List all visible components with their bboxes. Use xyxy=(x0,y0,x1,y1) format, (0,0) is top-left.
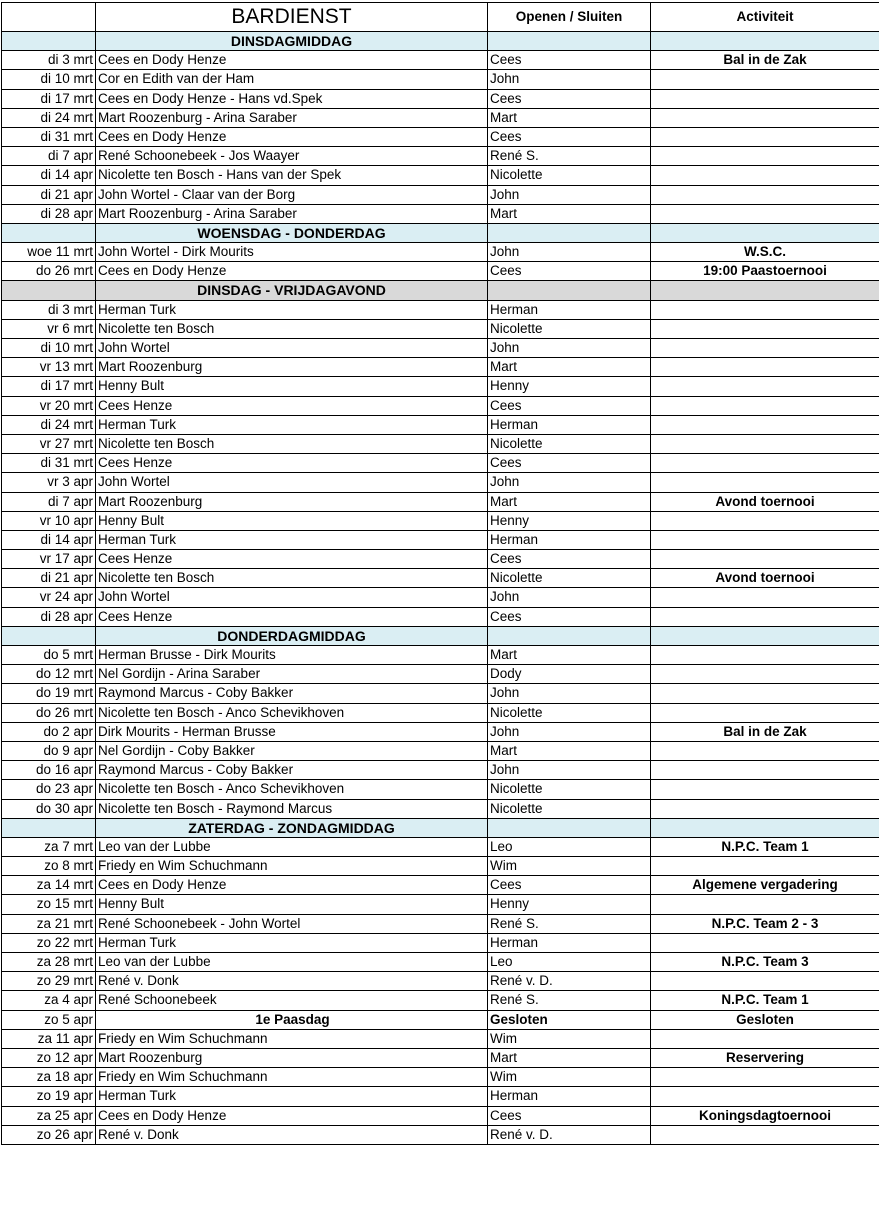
activity-cell xyxy=(651,934,879,952)
table-row xyxy=(2,723,879,742)
activity-cell xyxy=(651,1030,879,1048)
table-row xyxy=(2,934,879,953)
table-row xyxy=(2,780,879,799)
date-cell: do 23 apr xyxy=(2,780,96,798)
header-row xyxy=(2,3,879,32)
name-cell: Nel Gordijn - Coby Bakker xyxy=(96,742,488,760)
activity-cell xyxy=(651,800,879,818)
date-cell: do 12 mrt xyxy=(2,665,96,683)
open-close-cell: John xyxy=(488,243,651,261)
open-close-cell: John xyxy=(488,70,651,88)
table-row xyxy=(2,550,879,569)
open-close-cell: Mart xyxy=(488,646,651,664)
table-row xyxy=(2,972,879,991)
name-cell: Leo van der Lubbe xyxy=(96,953,488,971)
open-close-cell: Nicolette xyxy=(488,704,651,722)
activity-cell xyxy=(651,70,879,88)
open-close-cell: Cees xyxy=(488,90,651,108)
open-close-cell: Dody xyxy=(488,665,651,683)
date-cell: zo 8 mrt xyxy=(2,857,96,875)
name-cell: Herman Turk xyxy=(96,301,488,319)
table-row xyxy=(2,876,879,895)
table-row xyxy=(2,512,879,531)
date-cell: zo 12 apr xyxy=(2,1049,96,1067)
open-close-cell: Wim xyxy=(488,857,651,875)
open-close-cell: Wim xyxy=(488,1068,651,1086)
date-cell: za 11 apr xyxy=(2,1030,96,1048)
section-empty-cell xyxy=(488,819,651,837)
table-row xyxy=(2,895,879,914)
section-empty-cell xyxy=(651,627,879,645)
open-close-cell: René S. xyxy=(488,991,651,1009)
open-close-cell: Mart xyxy=(488,358,651,376)
section-empty-cell xyxy=(2,224,96,242)
section-title: WOENSDAG - DONDERDAG xyxy=(96,224,488,242)
date-cell: di 3 mrt xyxy=(2,51,96,69)
name-cell: Herman Turk xyxy=(96,416,488,434)
name-cell: John Wortel xyxy=(96,339,488,357)
table-row xyxy=(2,1126,879,1145)
name-cell: Mart Roozenburg - Arina Saraber xyxy=(96,109,488,127)
open-close-cell: Cees xyxy=(488,876,651,894)
name-cell: Cees en Dody Henze xyxy=(96,51,488,69)
name-cell: Cees en Dody Henze - Hans vd.Spek xyxy=(96,90,488,108)
open-close-cell: Mart xyxy=(488,109,651,127)
name-cell: Herman Brusse - Dirk Mourits xyxy=(96,646,488,664)
date-cell: di 17 mrt xyxy=(2,90,96,108)
activity-cell xyxy=(651,166,879,184)
activity-cell xyxy=(651,857,879,875)
table-row xyxy=(2,646,879,665)
activity-cell xyxy=(651,646,879,664)
open-close-cell: Nicolette xyxy=(488,569,651,587)
date-cell: di 24 mrt xyxy=(2,109,96,127)
name-cell: Raymond Marcus - Coby Bakker xyxy=(96,761,488,779)
section-header xyxy=(2,32,879,51)
bardienst-table xyxy=(1,2,879,1145)
table-row xyxy=(2,704,879,723)
date-cell: di 24 mrt xyxy=(2,416,96,434)
table-row xyxy=(2,128,879,147)
name-cell: René Schoonebeek - Jos Waayer xyxy=(96,147,488,165)
table-row xyxy=(2,166,879,185)
section-title: ZATERDAG - ZONDAGMIDDAG xyxy=(96,819,488,837)
name-cell: Mart Roozenburg xyxy=(96,358,488,376)
table-row xyxy=(2,531,879,550)
activity-cell xyxy=(651,512,879,530)
table-row xyxy=(2,742,879,761)
date-cell: za 14 mrt xyxy=(2,876,96,894)
header-activity: Activiteit xyxy=(736,9,794,24)
name-cell: René Schoonebeek - John Wortel xyxy=(96,915,488,933)
name-cell: Cees Henze xyxy=(96,397,488,415)
section-empty-cell xyxy=(488,224,651,242)
name-cell: Nicolette ten Bosch xyxy=(96,320,488,338)
name-cell: Nicolette ten Bosch xyxy=(96,435,488,453)
open-close-cell: Cees xyxy=(488,128,651,146)
name-cell: Cees en Dody Henze xyxy=(96,128,488,146)
open-close-cell: Mart xyxy=(488,1049,651,1067)
date-cell: di 31 mrt xyxy=(2,128,96,146)
date-cell: di 3 mrt xyxy=(2,301,96,319)
date-cell: di 21 apr xyxy=(2,186,96,204)
date-cell: di 21 apr xyxy=(2,569,96,587)
header-empty-cell xyxy=(2,3,96,31)
name-cell: Henny Bult xyxy=(96,377,488,395)
name-cell: Raymond Marcus - Coby Bakker xyxy=(96,684,488,702)
activity-cell xyxy=(651,742,879,760)
name-cell: Friedy en Wim Schuchmann xyxy=(96,857,488,875)
table-row xyxy=(2,70,879,89)
name-cell: Dirk Mourits - Herman Brusse xyxy=(96,723,488,741)
section-header xyxy=(2,281,879,300)
name-cell: Mart Roozenburg xyxy=(96,493,488,511)
activity-cell: Avond toernooi xyxy=(715,570,815,586)
section-empty-cell xyxy=(2,281,96,299)
name-cell: Friedy en Wim Schuchmann xyxy=(96,1068,488,1086)
table-row xyxy=(2,473,879,492)
section-empty-cell xyxy=(488,281,651,299)
open-close-cell: John xyxy=(488,473,651,491)
name-cell: Cees Henze xyxy=(96,550,488,568)
table-row xyxy=(2,320,879,339)
open-close-cell: René S. xyxy=(488,147,651,165)
activity-cell xyxy=(651,684,879,702)
activity-cell xyxy=(651,205,879,223)
open-close-cell: Nicolette xyxy=(488,780,651,798)
name-cell: Cees en Dody Henze xyxy=(96,262,488,280)
name-cell: Henny Bult xyxy=(96,895,488,913)
table-row xyxy=(2,665,879,684)
name-cell: John Wortel - Claar van der Borg xyxy=(96,186,488,204)
activity-cell xyxy=(651,608,879,626)
open-close-cell: Nicolette xyxy=(488,435,651,453)
date-cell: do 5 mrt xyxy=(2,646,96,664)
table-row xyxy=(2,493,879,512)
date-cell: vr 10 apr xyxy=(2,512,96,530)
activity-cell xyxy=(651,435,879,453)
date-cell: do 30 apr xyxy=(2,800,96,818)
table-row xyxy=(2,991,879,1010)
date-cell: woe 11 mrt xyxy=(2,243,96,261)
section-header xyxy=(2,224,879,243)
open-close-cell: John xyxy=(488,588,651,606)
section-header xyxy=(2,819,879,838)
table-row xyxy=(2,915,879,934)
open-close-cell: Cees xyxy=(488,1107,651,1125)
date-cell: vr 20 mrt xyxy=(2,397,96,415)
table-row xyxy=(2,1011,879,1030)
name-cell: René v. Donk xyxy=(96,1126,488,1144)
open-close-cell: Mart xyxy=(488,205,651,223)
name-cell: Cees Henze xyxy=(96,608,488,626)
section-empty-cell xyxy=(488,32,651,50)
table-body xyxy=(2,32,879,1145)
table-row xyxy=(2,608,879,627)
name-cell: Cees en Dody Henze xyxy=(96,876,488,894)
activity-cell xyxy=(651,665,879,683)
date-cell: zo 22 mrt xyxy=(2,934,96,952)
date-cell: vr 17 apr xyxy=(2,550,96,568)
date-cell: do 26 mrt xyxy=(2,262,96,280)
activity-cell xyxy=(651,1068,879,1086)
date-cell: zo 5 apr xyxy=(2,1011,96,1029)
date-cell: di 14 apr xyxy=(2,166,96,184)
activity-cell xyxy=(651,301,879,319)
section-title: DINSDAG - VRIJDAGAVOND xyxy=(96,281,488,299)
open-close-cell: Cees xyxy=(488,454,651,472)
open-close-cell: Herman xyxy=(488,416,651,434)
date-cell: di 10 mrt xyxy=(2,339,96,357)
open-close-cell: John xyxy=(488,761,651,779)
date-cell: vr 13 mrt xyxy=(2,358,96,376)
table-row xyxy=(2,205,879,224)
table-row xyxy=(2,51,879,70)
table-row xyxy=(2,857,879,876)
activity-cell: Bal in de Zak xyxy=(723,723,807,739)
activity-cell xyxy=(651,358,879,376)
open-close-cell: Cees xyxy=(488,51,651,69)
sheet-title: BARDIENST xyxy=(96,3,488,31)
table-row xyxy=(2,147,879,166)
name-cell: Nicolette ten Bosch - Anco Schevikhoven xyxy=(96,704,488,722)
table-row xyxy=(2,454,879,473)
date-cell: di 10 mrt xyxy=(2,70,96,88)
header-open-close: Openen / Sluiten xyxy=(488,3,651,31)
date-cell: vr 3 apr xyxy=(2,473,96,491)
date-cell: do 26 mrt xyxy=(2,704,96,722)
section-empty-cell xyxy=(651,32,879,50)
activity-cell xyxy=(651,186,879,204)
date-cell: di 14 apr xyxy=(2,531,96,549)
activity-cell: N.P.C. Team 1 xyxy=(721,992,809,1008)
table-row xyxy=(2,109,879,128)
activity-cell xyxy=(651,90,879,108)
name-cell: Nel Gordijn - Arina Saraber xyxy=(96,665,488,683)
activity-cell xyxy=(651,454,879,472)
activity-cell: Koningsdagtoernooi xyxy=(699,1107,831,1123)
name-cell: Nicolette ten Bosch xyxy=(96,569,488,587)
date-cell: za 28 mrt xyxy=(2,953,96,971)
activity-cell xyxy=(651,147,879,165)
table-row xyxy=(2,1030,879,1049)
section-title: DONDERDAGMIDDAG xyxy=(96,627,488,645)
name-cell: René v. Donk xyxy=(96,972,488,990)
open-close-cell: Cees xyxy=(488,397,651,415)
date-cell: do 2 apr xyxy=(2,723,96,741)
open-close-cell: Cees xyxy=(488,550,651,568)
table-row xyxy=(2,1107,879,1126)
open-close-cell: Henny xyxy=(488,512,651,530)
table-row xyxy=(2,838,879,857)
name-cell: John Wortel - Dirk Mourits xyxy=(96,243,488,261)
table-row xyxy=(2,569,879,588)
table-row xyxy=(2,377,879,396)
open-close-cell: Nicolette xyxy=(488,800,651,818)
table-row xyxy=(2,301,879,320)
activity-cell xyxy=(651,588,879,606)
date-cell: vr 6 mrt xyxy=(2,320,96,338)
date-cell: za 25 apr xyxy=(2,1107,96,1125)
activity-cell xyxy=(651,704,879,722)
activity-cell: N.P.C. Team 3 xyxy=(721,954,809,969)
name-cell: 1e Paasdag xyxy=(96,1011,488,1029)
open-close-cell: John xyxy=(488,684,651,702)
name-cell: Herman Turk xyxy=(96,531,488,549)
open-close-cell: Cees xyxy=(488,262,651,280)
name-cell: Nicolette ten Bosch - Raymond Marcus xyxy=(96,800,488,818)
date-cell: za 7 mrt xyxy=(2,838,96,856)
name-cell: John Wortel xyxy=(96,588,488,606)
date-cell: do 16 apr xyxy=(2,761,96,779)
date-cell: di 28 apr xyxy=(2,205,96,223)
name-cell: Mart Roozenburg - Arina Saraber xyxy=(96,205,488,223)
open-close-cell: Nicolette xyxy=(488,166,651,184)
table-row xyxy=(2,953,879,972)
open-close-cell: John xyxy=(488,339,651,357)
activity-cell xyxy=(651,128,879,146)
activity-cell xyxy=(651,761,879,779)
date-cell: vr 24 apr xyxy=(2,588,96,606)
date-cell: zo 29 mrt xyxy=(2,972,96,990)
section-title: DINSDAGMIDDAG xyxy=(96,32,488,50)
name-cell: Mart Roozenburg xyxy=(96,1049,488,1067)
open-close-cell: Cees xyxy=(488,608,651,626)
open-close-cell: Henny xyxy=(488,895,651,913)
section-empty-cell xyxy=(651,281,879,299)
activity-cell xyxy=(651,972,879,990)
open-close-cell: René v. D. xyxy=(488,1126,651,1144)
activity-cell: Gesloten xyxy=(736,1011,794,1027)
name-cell: Cor en Edith van der Ham xyxy=(96,70,488,88)
date-cell: za 4 apr xyxy=(2,991,96,1009)
open-close-cell: Gesloten xyxy=(488,1011,651,1029)
table-row xyxy=(2,761,879,780)
table-row xyxy=(2,435,879,454)
table-row xyxy=(2,90,879,109)
date-cell: zo 26 apr xyxy=(2,1126,96,1144)
date-cell: di 17 mrt xyxy=(2,377,96,395)
activity-cell xyxy=(651,780,879,798)
section-empty-cell xyxy=(651,819,879,837)
name-cell: Nicolette ten Bosch - Hans van der Spek xyxy=(96,166,488,184)
date-cell: di 28 apr xyxy=(2,608,96,626)
section-empty-cell xyxy=(651,224,879,242)
open-close-cell: John xyxy=(488,723,651,741)
table-row xyxy=(2,243,879,262)
table-row xyxy=(2,339,879,358)
activity-cell xyxy=(651,473,879,491)
name-cell: John Wortel xyxy=(96,473,488,491)
table-row xyxy=(2,186,879,205)
activity-cell: N.P.C. Team 1 xyxy=(721,838,809,854)
date-cell: vr 27 mrt xyxy=(2,435,96,453)
open-close-cell: René S. xyxy=(488,915,651,933)
activity-cell xyxy=(651,109,879,127)
name-cell: René Schoonebeek xyxy=(96,991,488,1009)
table-row xyxy=(2,416,879,435)
date-cell: do 19 mrt xyxy=(2,684,96,702)
open-close-cell: Mart xyxy=(488,742,651,760)
name-cell: Leo van der Lubbe xyxy=(96,838,488,856)
name-cell: Nicolette ten Bosch - Anco Schevikhoven xyxy=(96,780,488,798)
open-close-cell: John xyxy=(488,186,651,204)
activity-cell xyxy=(651,1126,879,1144)
table-row xyxy=(2,358,879,377)
open-close-cell: Herman xyxy=(488,301,651,319)
name-cell: Henny Bult xyxy=(96,512,488,530)
table-row xyxy=(2,397,879,416)
name-cell: Friedy en Wim Schuchmann xyxy=(96,1030,488,1048)
activity-cell: 19:00 Paastoernooi xyxy=(703,263,827,279)
activity-cell xyxy=(651,550,879,568)
table-row xyxy=(2,262,879,281)
date-cell: za 18 apr xyxy=(2,1068,96,1086)
section-header xyxy=(2,627,879,646)
section-empty-cell xyxy=(2,819,96,837)
activity-cell xyxy=(651,320,879,338)
section-empty-cell xyxy=(488,627,651,645)
date-cell: di 7 apr xyxy=(2,493,96,511)
table-row xyxy=(2,588,879,607)
table-row xyxy=(2,800,879,819)
open-close-cell: Leo xyxy=(488,953,651,971)
section-empty-cell xyxy=(2,627,96,645)
activity-cell: W.S.C. xyxy=(743,244,786,260)
open-close-cell: Nicolette xyxy=(488,320,651,338)
date-cell: di 7 apr xyxy=(2,147,96,165)
open-close-cell: Wim xyxy=(488,1030,651,1048)
activity-cell: Avond toernooi xyxy=(715,493,815,509)
date-cell: zo 15 mrt xyxy=(2,895,96,913)
activity-cell: Bal in de Zak xyxy=(723,52,807,68)
table-row xyxy=(2,1087,879,1106)
open-close-cell: Herman xyxy=(488,1087,651,1105)
table-row xyxy=(2,1049,879,1068)
activity-cell: Algemene vergadering xyxy=(692,877,838,893)
date-cell: di 31 mrt xyxy=(2,454,96,472)
activity-cell xyxy=(651,377,879,395)
table-row xyxy=(2,1068,879,1087)
open-close-cell: Leo xyxy=(488,838,651,856)
activity-cell: Reservering xyxy=(725,1049,805,1065)
date-cell: zo 19 apr xyxy=(2,1087,96,1105)
section-empty-cell xyxy=(2,32,96,50)
name-cell: Herman Turk xyxy=(96,1087,488,1105)
activity-cell xyxy=(651,416,879,434)
date-cell: do 9 apr xyxy=(2,742,96,760)
activity-cell xyxy=(651,339,879,357)
open-close-cell: Mart xyxy=(488,493,651,511)
open-close-cell: Henny xyxy=(488,377,651,395)
activity-cell xyxy=(651,397,879,415)
table-row xyxy=(2,684,879,703)
open-close-cell: René v. D. xyxy=(488,972,651,990)
activity-cell xyxy=(651,895,879,913)
activity-cell: N.P.C. Team 2 - 3 xyxy=(711,915,819,931)
activity-cell xyxy=(651,531,879,549)
open-close-cell: Herman xyxy=(488,531,651,549)
date-cell: za 21 mrt xyxy=(2,915,96,933)
name-cell: Cees en Dody Henze xyxy=(96,1107,488,1125)
activity-cell xyxy=(651,1087,879,1105)
open-close-cell: Herman xyxy=(488,934,651,952)
name-cell: Cees Henze xyxy=(96,454,488,472)
name-cell: Herman Turk xyxy=(96,934,488,952)
